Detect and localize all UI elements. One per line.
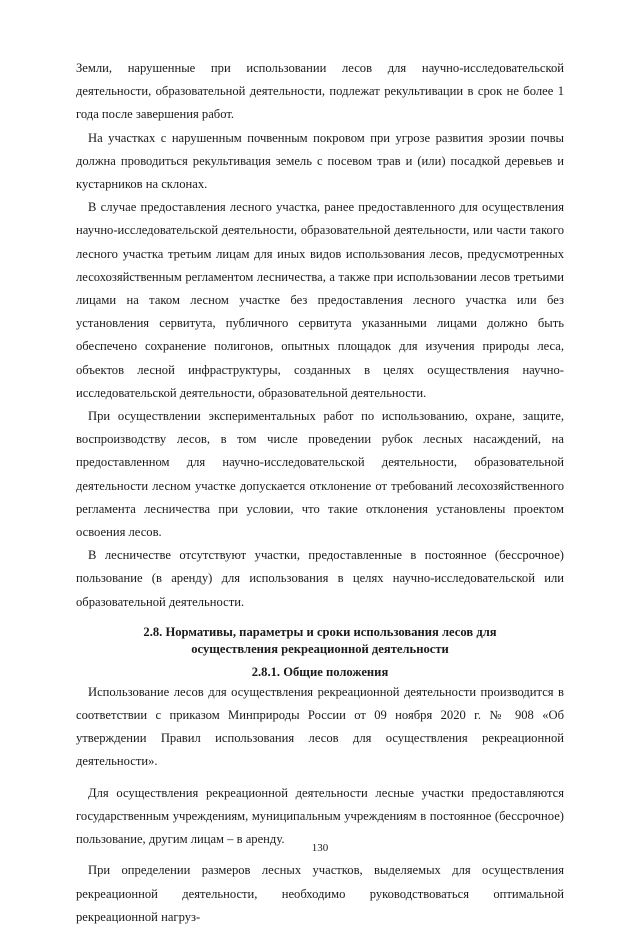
paragraph: Для осуществления рекреационной деятельности лесные участки предоставляются государственным учреждениям, муниципальным учреждениям в постоянное (бессрочное) пользование, другим лицам – в аренду. (76, 785, 564, 847)
paragraph: При определении размеров лесных участков, выделяемых для осуществления рекреационной деятельности, необходимо руководствоваться оптимальной рекреационной нагруз- (76, 863, 564, 924)
document-page (76, 57, 564, 929)
page-number: 130 (311, 842, 329, 854)
paragraph: Земли, нарушенные при использовании лесов для научно-исследовательской деятельности, образовательной деятельности, подлежат рекультивации в срок не более 1 года после завершения работ. (76, 61, 564, 122)
paragraph: Использование лесов для осуществления рекреационной деятельности производится в соответствии с приказом Минприроды России от 09 ноября 2020 г. № 908 «Об утверждении Правил использования лесов для осуществления рекреационной деятельности». (76, 684, 564, 769)
section-heading-line-1: 2.8. Нормативы, параметры и сроки использования лесов для (143, 624, 497, 639)
paragraph: При осуществлении экспериментальных работ по использованию, охране, защите, воспроизводству лесов, в том числе проведении рубок лесных насаждений, на предоставленном для научно-исследовательской деятельности, образовательной деятельности лесном участке допускается отклонение от требований лесохозяйственного регламента лесничества при условии, что такие отклонения установлены проектом освоения лесов. (76, 409, 564, 540)
paragraph: В случае предоставления лесного участка, ранее предоставленного для осуществления научно-исследовательской деятельности, образовательной деятельности, или части такого лесного участка третьим лицам для иных видов использования лесов, предусмотренных лесохозяйственным регламентом лесничества, а также при использовании лесов третьими лицами на таком лесном участке без предоставления лесного участка или без установления сервитута, публичного сервитута указанными лицами должно быть обеспечено сохранение полигонов, опытных площадок для изучения природы леса, объектов лесной инфраструктуры, созданных в целях осуществления научно-исследовательской деятельности, образовательной деятельности. (76, 200, 564, 400)
section-heading-line-2: осуществления рекреационной деятельности (191, 641, 449, 656)
paragraph: На участках с нарушенным почвенным покровом при угрозе развития эрозии почвы должна проводиться рекультивация земель с посевом трав и (или) посадкой деревьев и кустарников на склонах. (76, 130, 564, 192)
section-heading (76, 624, 564, 658)
subsection-heading: 2.8.1. Общие положения (251, 664, 389, 679)
paragraph: В лесничестве отсутствуют участки, предоставленные в постоянное (бессрочное) пользование (в аренду) для использования в целях научно-исследовательской или образовательной деятельности. (76, 548, 564, 609)
